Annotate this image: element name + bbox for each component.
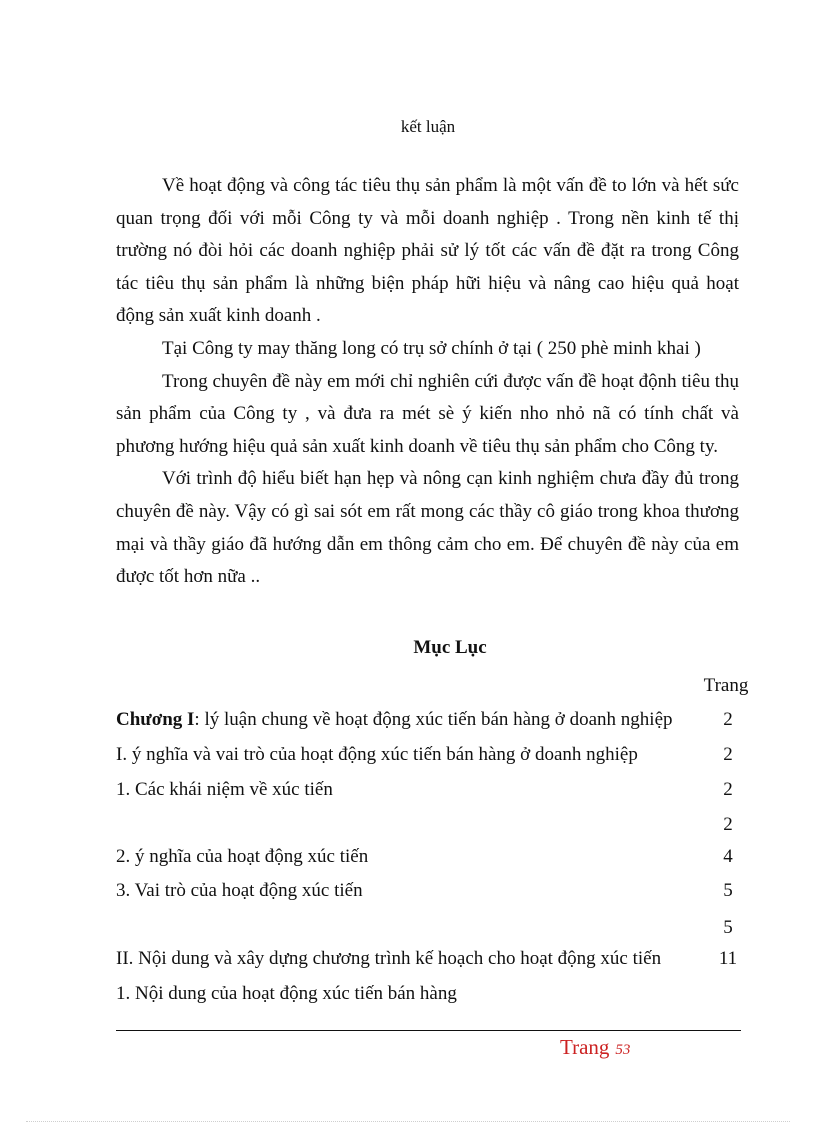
toc-page-column-header: Trang: [703, 675, 749, 696]
toc-entry-page: 4: [723, 846, 733, 867]
toc-entry: [116, 814, 762, 840]
toc-entry-label: II. Nội dung và xây dựng chương trình kế hoạch cho hoạt động xúc tiến: [116, 948, 662, 969]
toc-title: Mục Lục: [413, 637, 487, 658]
toc-entry: [116, 917, 762, 943]
footer-page-number: [560, 1035, 630, 1060]
toc-entry-bold-prefix: Chương I: [116, 709, 195, 730]
page-bottom-border: [26, 1121, 790, 1122]
toc-entry-label: 1. Các khái niệm về xúc tiến: [116, 779, 333, 800]
toc-entry-label: 2. ý nghĩa của hoạt động xúc tiến: [116, 846, 369, 867]
toc-entry-page: 5: [723, 917, 733, 938]
toc-entry-label: Chương I: lý luận chung về hoạt động xúc tiến bán hàng ở doanh nghiệp: [116, 709, 673, 730]
toc-entry: [116, 948, 762, 974]
toc-entry-label: 3. Vai trò của hoạt động xúc tiến: [116, 880, 363, 901]
toc-entry: [116, 880, 762, 906]
toc-entry-page: 2: [723, 709, 733, 730]
toc-entry-page: 2: [723, 744, 733, 765]
conclusion-paragraph-3: Trong chuyên đề này em mới chỉ nghiên cứi được vấn đề hoạt độnh tiêu thụ sản phẩm của Công ty , và đưa ra mét sè ý kiến nho nhỏ nã có tính chất và phương hướng hiệu quả sản xuất kinh doanh về tiêu thụ sản phẩm cho Công ty.: [116, 370, 739, 457]
toc-entry-label: 1. Nội dung của hoạt động xúc tiến bán hàng: [116, 983, 457, 1004]
footer-page-label: Trang: [560, 1035, 610, 1059]
toc-entry: [116, 744, 762, 770]
toc-entry-page: 5: [723, 880, 733, 901]
footer-page-value: 53: [615, 1042, 631, 1058]
toc-entry-page: 11: [718, 948, 738, 969]
toc-entry: [116, 983, 762, 1009]
toc-entry: [116, 846, 762, 872]
conclusion-paragraph-4: Với trình độ hiểu biết hạn hẹp và nông cạn kinh nghiệm chưa đầy đủ trong chuyên đề này. Vậy có gì sai sót em rất mong các thầy cô giáo trong khoa thương mại và thầy giáo đã hướng dẫn em thông cảm cho em. Để chuyên đề này của em được tốt hơn nữa ..: [116, 468, 739, 588]
conclusion-body: [116, 170, 739, 594]
toc-entry: [116, 709, 762, 735]
toc-entry-label: I. ý nghĩa và vai trò của hoạt động xúc tiến bán hàng ở doanh nghiệp: [116, 744, 638, 765]
toc-entry-page: 2: [723, 814, 733, 835]
conclusion-paragraph-2: Tại Công ty may thăng long có trụ sở chính ở tại ( 250 phè minh khai ): [162, 337, 701, 359]
conclusion-paragraph-1: Về hoạt động và công tác tiêu thụ sản phẩm là một vấn đề to lớn và hết sức quan trọng đối với mỗi Công ty và mỗi doanh nghiệp . Trong nền kinh tế thị trường nó đòi hỏi các doanh nghiệp phải sử lý tốt các vấn đề đặt ra trong Công tác tiêu thụ sản phẩm là những biện pháp hữi hiệu và nâng cao hiệu quả hoạt động sản xuất kinh doanh .: [116, 175, 739, 327]
footer-divider: [116, 1030, 741, 1031]
conclusion-heading: kết luận: [400, 117, 456, 136]
toc-entry-page: 2: [723, 779, 733, 800]
toc-entry: [116, 779, 762, 805]
